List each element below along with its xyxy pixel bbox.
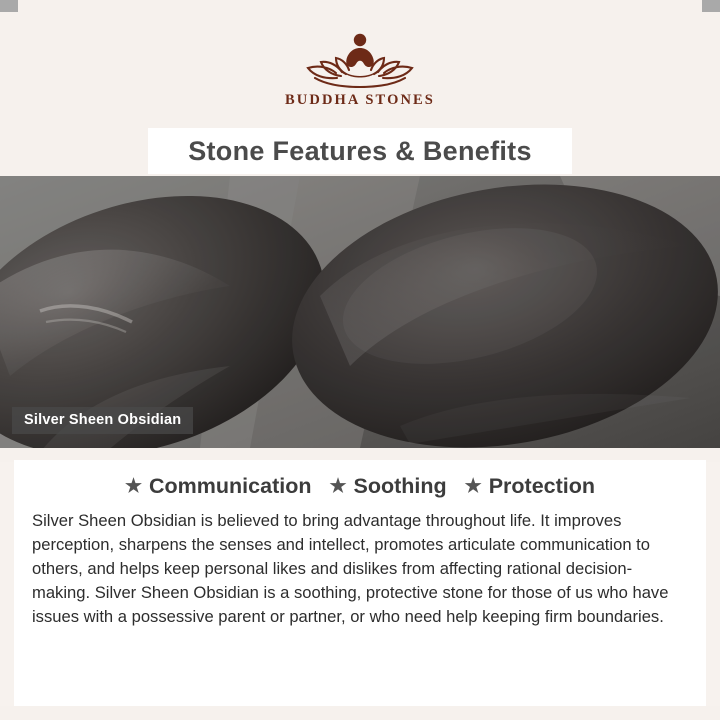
feature-label: Soothing: [353, 474, 447, 498]
corner-notch-right: [702, 0, 720, 12]
description-text: Silver Sheen Obsidian is believed to bring advantage throughout life. It improves perception, sharpens the senses and intellect, promotes articulate communication to others, and helps keep personal likes and dislikes from affecting rational decision-making. Silver Sheen Obsidian is a soothing, protective stone for those of us who have issues with a possessive parent or partner, or who need help keeping firm boundaries.: [32, 511, 669, 626]
corner-notch-left: [0, 0, 18, 12]
info-card: [14, 460, 706, 706]
feature-item-soothing: [329, 474, 446, 499]
title-ribbon: [148, 128, 572, 174]
star-icon: ★: [329, 476, 347, 497]
feature-label: Protection: [488, 474, 596, 498]
feature-label: Communication: [149, 474, 312, 498]
brand-logo: [0, 26, 720, 109]
feature-item-protection: [465, 474, 595, 499]
stone-photo: [0, 176, 720, 448]
page-title: Stone Features & Benefits: [188, 135, 532, 166]
star-icon: ★: [464, 476, 482, 497]
bottom-band: [0, 706, 720, 720]
feature-list: [14, 460, 706, 499]
feature-item-communication: [125, 474, 312, 499]
star-icon: ★: [124, 476, 143, 497]
lotus-meditation-icon: [285, 26, 435, 88]
brand-name: BUDDHA STONES: [285, 92, 435, 108]
photo-caption: Silver Sheen Obsidian: [12, 407, 193, 434]
